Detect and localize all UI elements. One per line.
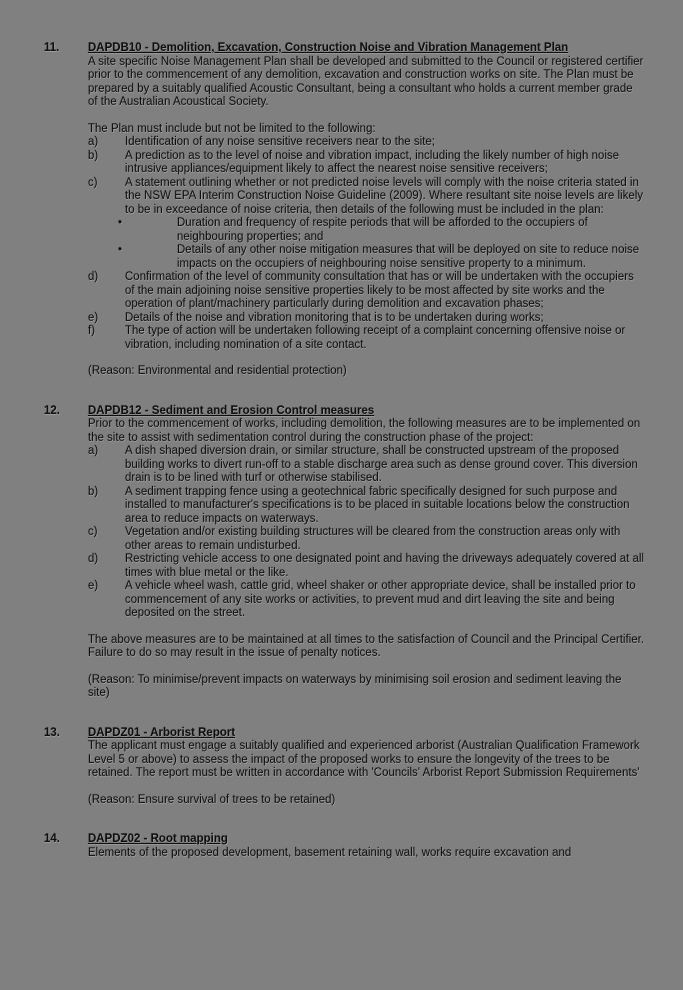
condition-title: DAPDZ02 - Root mapping: [88, 833, 228, 845]
item-letter: a): [88, 136, 99, 148]
lettered-list: [88, 445, 645, 621]
paragraph: The applicant must engage a suitably qualified and experienced arborist (Australian Qualification Framework Level 5 or above) to assess the impact of the proposed works to ensure the longevity of the trees to be retained. The report must be written in accordance with 'Councils' Arborist Report Submission Requirements': [88, 740, 640, 779]
item-letter: c): [88, 526, 98, 538]
condition-content: [88, 833, 645, 860]
condition-number: 14.: [44, 833, 60, 845]
lettered-item-c: [88, 177, 645, 218]
lettered-item-f: [88, 325, 645, 352]
paragraph: Prior to the commencement of works, including demolition, the following measures are to be implemented on the site to assist with sedimentation control during the construction phase of the project:: [88, 418, 641, 444]
condition-content: [88, 727, 645, 808]
bullet-text: Details of any other noise mitigation measures that will be deployed on site to reduce noise impacts on the occupiers of neighbouring noise sensitive property to a minimum.: [177, 244, 640, 270]
condition-title: DAPDB10 - Demolition, Excavation, Construction Noise and Vibration Management Plan: [88, 42, 569, 54]
item-letter: b): [88, 485, 99, 498]
condition-item-13: [44, 727, 645, 808]
paragraph: The Plan must include but not be limited to the following:: [88, 122, 376, 135]
bullet-item: [118, 244, 645, 271]
paragraph: The above measures are to be maintained at all times to the satisfaction of Council and the Principal Certifier. Failure to do so may result in the issue of penalty notices.: [88, 633, 645, 659]
item-text: A sediment trapping fence using a geotechnical fabric specifically designed for such purpose and installed to manufacturer's specifications is to be placed in suitable locations below the construction area to reduce impacts on waterways.: [125, 485, 630, 525]
item-letter: e): [88, 580, 99, 592]
condition-number: 11.: [44, 42, 60, 54]
item-letter: b): [88, 149, 99, 162]
lettered-list: [88, 136, 645, 352]
paragraph: Elements of the proposed development, basement retaining wall, works require excavation and: [88, 846, 572, 859]
lettered-item-e: [88, 580, 645, 621]
reason-note: (Reason: Ensure survival of trees to be retained): [88, 793, 336, 806]
lettered-item-d: [88, 271, 645, 312]
item-text: A statement outlining whether or not predicted noise levels will comply with the noise criteria stated in the NSW EPA Interim Construction Noise Guideline (2009). Where resultant site noise levels are likely to be in exceedance of noise criteria, then details of the following must be included in the plan:: [125, 176, 644, 216]
condition-number: 13.: [44, 726, 60, 739]
item-letter: d): [88, 553, 99, 565]
lettered-item-a: [88, 136, 645, 150]
bullet-icon: •: [118, 244, 123, 256]
item-letter: e): [88, 311, 99, 324]
lettered-item-d: [88, 553, 645, 580]
condition-content: [88, 42, 645, 379]
item-text: The type of action will be undertaken following receipt of a complaint concerning offensive noise or vibration, including nomination of a site contact.: [125, 325, 626, 351]
item-text: A vehicle wheel wash, cattle grid, wheel shaker or other appropriate device, shall be installed prior to commencement of any site works or activities, to prevent mud and dirt leaving the site and being deposited on the street.: [125, 580, 636, 619]
item-letter: a): [88, 445, 99, 457]
condition-item-11: [44, 42, 645, 379]
item-text: A dish shaped diversion drain, or similar structure, shall be constructed upstream of the proposed building works to divert run-off to a stable discharge area such as dense ground cover. This diversion drain is to be lined with turf or otherwise stabilised.: [125, 445, 638, 484]
bullet-icon: •: [118, 217, 123, 229]
condition-number: 12.: [44, 404, 60, 417]
item-letter: d): [88, 271, 99, 283]
condition-item-12: [44, 405, 645, 701]
item-text: Vegetation and/or existing building structures will be cleared from the construction areas only with other areas to remain undisturbed.: [125, 526, 621, 552]
lettered-item-b: [88, 486, 645, 527]
item-text: Identification of any noise sensitive receivers near to the site;: [125, 136, 436, 148]
item-letter: c): [88, 176, 98, 189]
item-text: Restricting vehicle access to one designated point and having the driveways adequately covered at all times with blue metal or the like.: [125, 553, 645, 579]
item-letter: f): [88, 325, 96, 337]
lettered-item-e: [88, 312, 645, 326]
condition-title: DAPDZ01 - Arborist Report: [88, 726, 236, 739]
lettered-item-a: [88, 445, 645, 486]
condition-title: DAPDB12 - Sediment and Erosion Control measures: [88, 404, 375, 417]
item-text: Details of the noise and vibration monitoring that is to be undertaken during works;: [125, 311, 544, 324]
item-text: A prediction as to the level of noise and vibration impact, including the likely number of high noise intrusive appliances/equipment likely to affect the nearest noise sensitive receivers;: [125, 149, 620, 175]
lettered-item-b: [88, 150, 645, 177]
lettered-item-c: [88, 526, 645, 553]
item-text: Confirmation of the level of community consultation that has or will be undertaken with the occupiers of the main adjoining noise sensitive properties likely to be most affected by site works and the operation of plant/machinery particularly during demolition and excavation phases;: [125, 271, 634, 310]
paragraph: A site specific Noise Management Plan shall be developed and submitted to the Council or registered certifier prior to the commencement of any demolition, excavation and construction works on site. The Plan must be prepared by a suitably qualified Acoustic Consultant, being a consultant who holds a current member grade of the Australian Acoustical Society.: [88, 55, 644, 108]
conditions-list: [44, 42, 645, 860]
condition-item-14: [44, 833, 645, 860]
condition-content: [88, 405, 645, 701]
bullet-item: [118, 217, 645, 244]
reason-note: (Reason: To minimise/prevent impacts on waterways by minimising soil erosion and sediment leaving the site): [88, 673, 622, 699]
bullet-text: Duration and frequency of respite periods that will be afforded to the occupiers of neighbouring properties; and: [177, 217, 588, 243]
reason-note: (Reason: Environmental and residential protection): [88, 365, 347, 377]
